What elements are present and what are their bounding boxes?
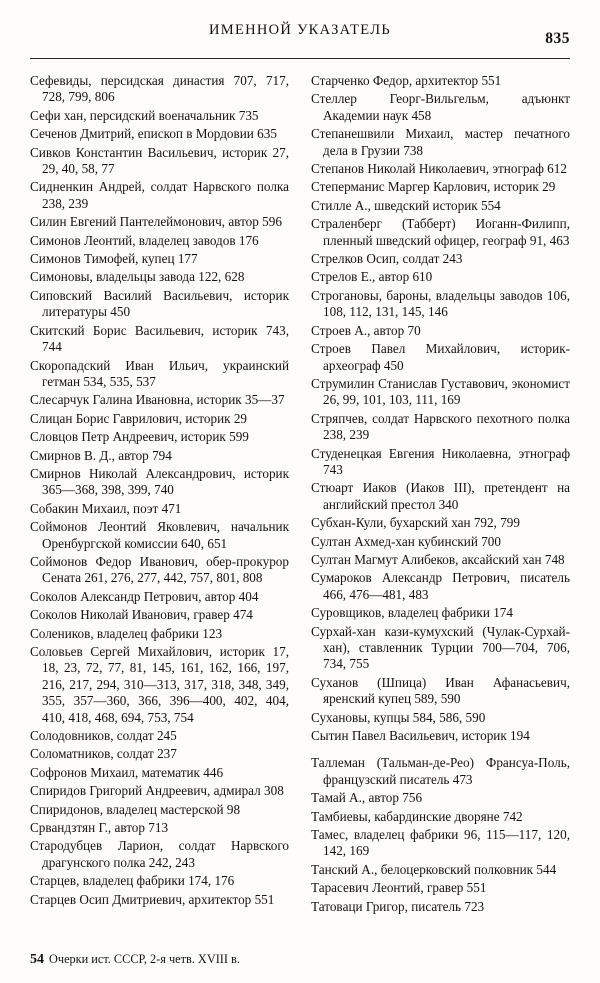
- page-title: ИМЕННОЙ УКАЗАТЕЛЬ: [208, 22, 392, 38]
- signature-number: 54: [30, 952, 44, 967]
- index-entry: Сиповский Василий Васильевич, историк литературы 450: [30, 287, 289, 320]
- index-entry: Строев Павел Михайлович, историк-археограф 450: [311, 341, 570, 373]
- index-entry: Слесарчук Галина Ивановна, историк 35—37: [30, 392, 285, 408]
- index-entry: Скитский Борис Васильевич, историк 743, 744: [30, 322, 289, 355]
- index-entry: Танский А., белоцерковский полковник 544: [311, 861, 557, 877]
- page-footer: [30, 952, 240, 967]
- index-entry: Сефи хан, персидский военачальник 735: [30, 107, 259, 123]
- index-entry: Степанов Николай Николаевич, этнограф 612: [311, 161, 567, 177]
- index-entry: Слицан Борис Гаврилович, историк 29: [30, 410, 248, 426]
- index-entry: Суханов (Шпица) Иван Афанасьевич, яренский купец 589, 590: [311, 674, 570, 707]
- index-entry: Стародубцев Ларион, солдат Нарвского драгунского полка 242, 243: [30, 838, 289, 870]
- index-entry: Соловьев Сергей Михайлович, историк 17, 18, 23, 72, 77, 81, 145, 161, 162, 166, 197, 216, 217, 294, 310—313, 317, 318, 348, 349, 355, 357—360, 366, 396—400, 402, 404, 410, 418, 468, 694, 753, 754: [30, 644, 289, 725]
- index-entry: Сумароков Александр Петрович, писатель 466, 476—481, 483: [311, 570, 570, 602]
- index-entry: Силин Евгений Пантелеймонович, автор 596: [30, 214, 282, 230]
- index-entry: Стилле А., шведский историк 554: [311, 197, 501, 213]
- index-entry: Студенецкая Евгения Николаевна, этнограф 743: [311, 445, 570, 477]
- index-entry: Султан Магмут Алибеков, аксайский хан 748: [311, 551, 565, 567]
- index-entry: Спиридов Григорий Андреевич, адмирал 308: [30, 783, 284, 799]
- index-entry: Тамес, владелец фабрики 96, 115—117, 120, 142, 169: [311, 827, 570, 859]
- index-entry: Строгановы, бароны, владельцы заводов 106, 108, 112, 131, 145, 146: [311, 287, 570, 320]
- index-entry: Татовaци Григор, писатель 723: [311, 898, 485, 914]
- index-entry: Симонов Леонтий, владелец заводов 176: [30, 232, 259, 248]
- index-entry: Смирнов В. Д., автор 794: [30, 447, 172, 463]
- index-entry: Таллеман (Тальман-де-Рео) Франсуа-Поль, французский писатель 473: [311, 755, 570, 787]
- index-entry: Сефевиды, персидская династия 707, 717, 728, 799, 806: [30, 73, 289, 105]
- header-divider: [30, 58, 570, 59]
- index-entry: Стюарт Иаков (Иаков III), претендент на английский престол 340: [311, 480, 570, 512]
- index-entry: Стрелков Осип, солдат 243: [311, 251, 463, 267]
- index-entry: Страленберг (Табберт) Иоганн-Филипп, пленный шведский офицер, географ 91, 463: [311, 216, 570, 248]
- index-entry: Степерманис Маргер Карлович, историк 29: [311, 179, 556, 195]
- index-entry: Сурхай-хан кази-кумухский (Чулак-Сурхай-хан), ставленник Турции 700—704, 706, 734, 755: [311, 623, 570, 672]
- index-entry: Соколов Николай Иванович, гравер 474: [30, 607, 253, 623]
- index-entry: Соймонов Федор Иванович, обер-прокурор Сената 261, 276, 277, 442, 757, 801, 808: [30, 553, 289, 586]
- index-entry: Солеников, владелец фабрики 123: [30, 625, 223, 641]
- index-entry: Стеллер Георг-Вильгельм, адъюнкт Академии наук 458: [311, 91, 570, 123]
- index-entry: Тамай А., автор 756: [311, 790, 423, 806]
- index-entry: Тамбиевы, кабардинские дворяне 742: [311, 808, 523, 824]
- index-column-right: [311, 73, 570, 917]
- index-entry: Сеченов Дмитрий, епископ в Мордовии 635: [30, 126, 277, 142]
- index-entry: Сухановы, купцы 584, 586, 590: [311, 709, 486, 725]
- index-entry: Скоропадский Иван Ильич, украинский гетман 534, 535, 537: [30, 357, 289, 389]
- index-entry: Стрелов Е., автор 610: [311, 269, 433, 285]
- index-entry: Степанешвили Михаил, мастер печатного дела в Грузии 738: [311, 126, 570, 158]
- index-entry: Старцев Осип Дмитриевич, архитектор 551: [30, 891, 275, 907]
- index-entry: Собакин Михаил, поэт 471: [30, 500, 182, 516]
- index-entry: Соймонов Леонтий Яковлевич, начальник Оренбургской комиссии 640, 651: [30, 519, 289, 551]
- page-header: [30, 22, 570, 48]
- index-entry: Срвандзтян Г., автор 713: [30, 820, 169, 836]
- signature-text: Очерки ист. СССР, 2-я четв. XVIII в.: [49, 952, 240, 966]
- index-entry: Симоновы, владельцы завода 122, 628: [30, 269, 245, 285]
- index-entry: Соломатников, солдат 237: [30, 746, 177, 762]
- index-column-left: [30, 73, 289, 910]
- index-entry: Султан Ахмед-хан кубинский 700: [311, 533, 501, 549]
- index-entry: Сивков Константин Васильевич, историк 27, 29, 40, 58, 77: [30, 144, 289, 177]
- index-entry: Смирнов Николай Александрович, историк 365—368, 398, 399, 740: [30, 465, 289, 498]
- index-entry: Субхан-Кули, бухарский хан 792, 799: [311, 515, 520, 531]
- index-entry: Сидненкин Андрей, солдат Нарвского полка 238, 239: [30, 179, 289, 211]
- index-entry: Старченко Федор, архитектор 551: [311, 73, 502, 88]
- index-entry: Строев А., автор 70: [311, 322, 421, 338]
- index-entry: Словцов Петр Андреевич, историк 599: [30, 429, 249, 445]
- index-entry: Стряпчев, солдат Нарвского пехотного полка 238, 239: [311, 410, 570, 443]
- index-entry: Спиридонов, владелец мастерской 98: [30, 801, 241, 817]
- index-entry: Старцев, владелец фабрики 174, 176: [30, 873, 235, 889]
- page-number: 835: [545, 30, 570, 47]
- index-entry: Суровщиков, владелец фабрики 174: [311, 605, 513, 621]
- index-entry: Соколов Александр Петрович, автор 404: [30, 588, 259, 604]
- index-entry: Симонов Тимофей, купец 177: [30, 251, 198, 267]
- index-entry: Тарасевич Леонтий, гравер 551: [311, 880, 487, 896]
- index-entry: Сытин Павел Васильевич, историк 194: [311, 728, 530, 744]
- index-entry: Струмилин Станислав Густавович, экономист 26, 99, 101, 103, 111, 169: [311, 375, 570, 408]
- index-entry: Солодовников, солдат 245: [30, 728, 177, 744]
- index-entry: Софронов Михаил, математик 446: [30, 764, 224, 780]
- index-columns: [30, 73, 570, 917]
